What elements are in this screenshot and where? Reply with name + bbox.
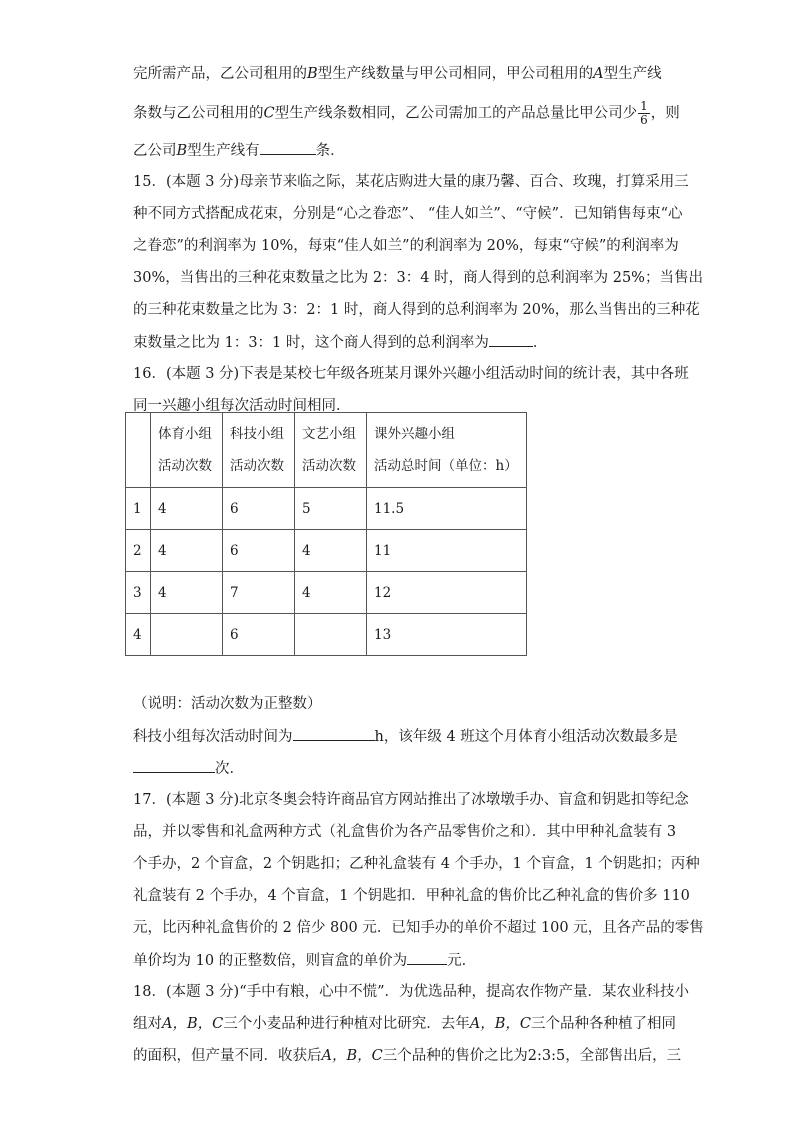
answer-blank [407, 950, 447, 965]
table-cell [151, 614, 223, 656]
statistics-table [125, 412, 527, 656]
table-header-row [126, 413, 527, 488]
table-note: （说明：活动次数为正整数） [133, 696, 322, 712]
q16-line-2: 同一兴趣小组每次活动时间相同． [133, 398, 351, 414]
q15-line-4: 30%，当售出的三种花束数量之比为 2：3：4 时，商人得到的总利润率为 25%；当售出 [133, 270, 703, 286]
q15-line-3: 之眷恋”的利润率为 10%，每束“佳人如兰”的利润率为 20%，每束“守候”的利润率为 [133, 238, 679, 254]
table-header-cell: 文艺小组 活动次数 [295, 413, 367, 488]
q17-line-4: 礼盒装有 2 个手办，4 个盲盒，1 个钥匙扣．甲种礼盒的售价比乙种礼盒的售价多 110 [133, 888, 690, 904]
table-cell: 12 [367, 572, 527, 614]
answer-blank [133, 758, 215, 773]
q18-line-2: 组对A，B，C三个小麦品种进行种植对比研究．去年A，B，C三个品种各种植了相同 [133, 1016, 676, 1032]
q17-line-5: 元，比丙种礼盒售价的 2 倍少 800 元．已知手办的单价不超过 100 元，且各产品的零售 [133, 920, 704, 936]
table-cell: 4 [151, 530, 223, 572]
table-row [126, 572, 527, 614]
answer-blank [489, 332, 533, 347]
q18-line-3: 的面积，但产量不同．收获后A，B，C三个品种的售价之比为2:3:5，全部售出后，三 [133, 1048, 682, 1064]
table-cell: 4 [295, 572, 367, 614]
q14-line-2: 条数与乙公司租用的C型生产线条数相同，乙公司需加工的产品总量比甲公司少 $\frac{1}{6}$ ，则 [133, 99, 680, 127]
q18-line-1: 18．(本题 3 分)“手中有粮，心中不慌”．为优选品种，提高农作物产量．某农业科技小 [133, 984, 690, 1000]
table-cell [295, 614, 367, 656]
table-cell: 13 [367, 614, 527, 656]
table-row [126, 614, 527, 656]
table-cell: 5 [295, 488, 367, 530]
table-cell: 6 [223, 614, 295, 656]
q15-line-5: 的三种花束数量之比为 3：2：1 时，商人得到的总利润率为 20%，那么当售出的三种花 [133, 302, 700, 318]
table-header-cell [126, 413, 151, 488]
answer-blank [260, 140, 316, 155]
q17-line-3: 个手办，2 个盲盒，2 个钥匙扣；乙种礼盒装有 4 个手办，1 个盲盒，1 个钥匙扣；丙种 [133, 856, 700, 872]
table-header-cell: 科技小组 活动次数 [223, 413, 295, 488]
q15-line-2: 种不同方式搭配成花束，分别是“心之眷恋”、 “佳人如兰”、“守候”．已知销售每束“心 [133, 206, 683, 222]
q14-line-1: 完所需产品，乙公司租用的B型生产线数量与甲公司相同，甲公司租用的A型生产线 [133, 66, 662, 82]
table-cell: 3 [126, 572, 151, 614]
q17-line-6: 单价均为 10 的正整数倍，则盲盒的单价为 元． [133, 950, 476, 971]
q15-line-6: 束数量之比为 1：3：1 时，这个商人得到的总利润率为 ． [133, 332, 547, 353]
q15-line-1: 15．(本题 3 分)母亲节来临之际，某花店购进大量的康乃馨、百合、玫瑰，打算采用三 [133, 174, 689, 190]
table-cell: 1 [126, 488, 151, 530]
q16-line-1: 16．(本题 3 分)下表是某校七年级各班某月课外兴趣小组活动时间的统计表，其中各班 [133, 366, 689, 382]
fraction-one-sixth: $\frac{1}{6}$ [640, 99, 648, 127]
table-cell: 4 [151, 572, 223, 614]
table-cell: 11.5 [367, 488, 527, 530]
table-cell: 6 [223, 530, 295, 572]
table-header-cell: 课外兴趣小组 活动总时间（单位：h） [367, 413, 527, 488]
q17-line-2: 品，并以零售和礼盒两种方式（礼盒售价为各产品零售价之和）．其中甲种礼盒装有 3 [133, 824, 677, 840]
table-row [126, 488, 527, 530]
table-cell: 4 [295, 530, 367, 572]
table-cell: 4 [126, 614, 151, 656]
q16-answer-line-1: 科技小组每次活动时间为 h，该年级 4 班这个月体育小组活动次数最多是 [133, 726, 678, 747]
table-cell: 2 [126, 530, 151, 572]
q17-line-1: 17．(本题 3 分)北京冬奥会特许商品官方网站推出了冰墩墩手办、盲盒和钥匙扣等纪念 [133, 792, 689, 808]
answer-blank [293, 726, 375, 741]
table-row [126, 530, 527, 572]
q16-answer-line-2: 次． [133, 758, 244, 779]
q14-line-3: 乙公司B型生产线有 条． [133, 140, 345, 161]
table-cell: 11 [367, 530, 527, 572]
table-cell: 6 [223, 488, 295, 530]
table-cell: 7 [223, 572, 295, 614]
table-header-cell: 体育小组 活动次数 [151, 413, 223, 488]
table-cell: 4 [151, 488, 223, 530]
